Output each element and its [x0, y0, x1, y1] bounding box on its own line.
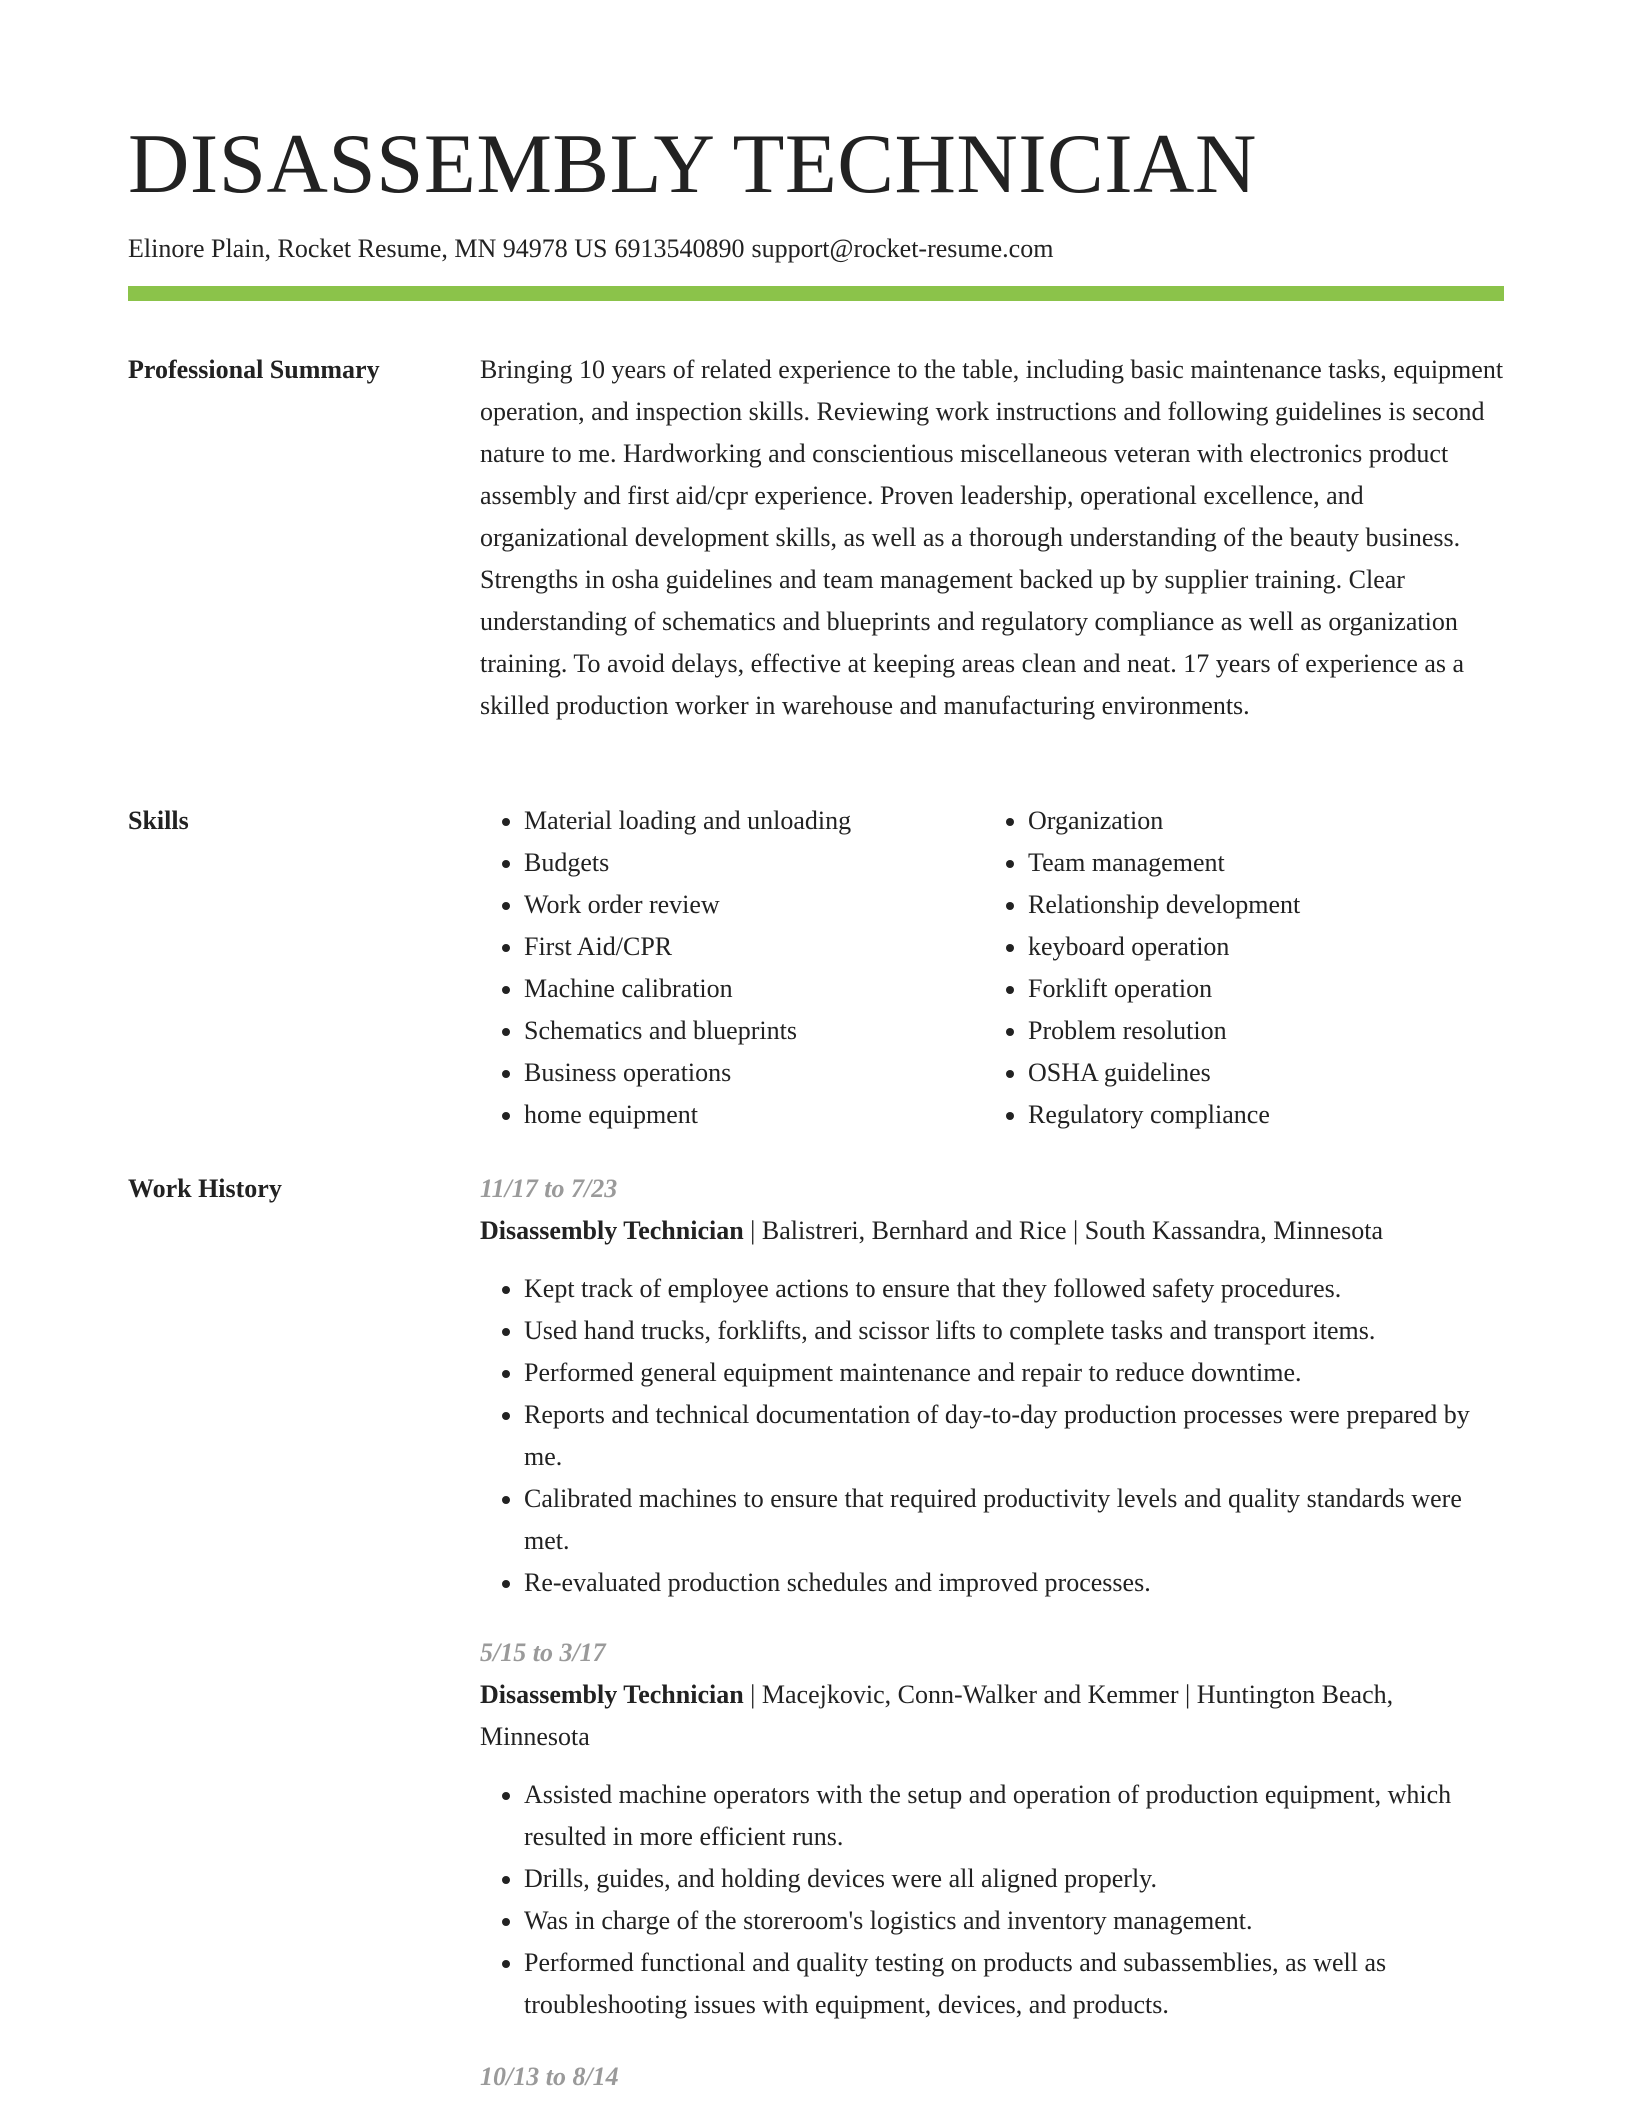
- job-dates: 10/13 to 8/14: [480, 2062, 619, 2091]
- summary-text: Bringing 10 years of related experience to the table, including basic maintenance tasks, equipment operation, and inspection skills. Reviewing work instructions and following guidelines is second nature to me. Hardworking and conscientious miscellaneous veteran with electronics product assembly and first aid/cpr experience. Proven leadership, operational excellence, and organizational development skills, as well as a thorough understanding of the beauty business. Strengths in osha guidelines and team management backed up by supplier training. Clear understanding of schematics and blueprints and regulatory compliance as well as organization training. To avoid delays, effective at keeping areas clean and neat. 17 years of experience as a skilled production worker in warehouse and manufacturing environments.: [480, 355, 1504, 720]
- job-bullet: • Kept track of employee actions to ensure that they followed safety procedures.: [524, 1268, 1504, 1310]
- job-bullet: • Assisted machine operators with the setup and operation of production equipment, which resulted in more efficient runs.: [524, 1774, 1504, 1858]
- skill-item: • Schematics and blueprints: [524, 1010, 960, 1052]
- work-history-body: [480, 1168, 1504, 2108]
- contact-email: support@rocket-resume.com: [751, 234, 1054, 263]
- job-entry: [480, 1632, 1504, 2026]
- skill-item: • Organization: [1028, 800, 1464, 842]
- job-title: Disassembly Technician: [480, 1680, 744, 1709]
- skill-item: • Material loading and unloading: [524, 800, 960, 842]
- job-entry: [480, 1168, 1504, 1604]
- skill-item: • Problem resolution: [1028, 1010, 1464, 1052]
- job-entry: [480, 2056, 1504, 2098]
- skill-item: • Work order review: [524, 884, 960, 926]
- skill-item: • home equipment: [524, 1094, 960, 1136]
- skills-column-left: [480, 800, 960, 1136]
- skill-item: • keyboard operation: [1028, 926, 1464, 968]
- job-bullet: • Performed functional and quality testing on products and subassemblies, as well as troubleshooting issues with equipment, devices, and products.: [524, 1942, 1504, 2026]
- job-details: | Balistreri, Bernhard and Rice | South Kassandra, Minnesota: [743, 1216, 1383, 1245]
- skill-item: • Regulatory compliance: [1028, 1094, 1464, 1136]
- contact-line: [128, 233, 1053, 265]
- skills-heading: Skills: [128, 806, 189, 835]
- skill-item: • Relationship development: [1028, 884, 1464, 926]
- job-header: [480, 1674, 1504, 1758]
- job-dates: 5/15 to 3/17: [480, 1638, 606, 1667]
- skill-item: • OSHA guidelines: [1028, 1052, 1464, 1094]
- summary-section: [128, 349, 1504, 769]
- job-bullet: • Calibrated machines to ensure that required productivity levels and quality standards were met.: [524, 1478, 1504, 1562]
- job-bullets: [480, 1268, 1504, 1604]
- job-details: | Macejkovic, Conn-Walker and Kemmer | Huntington Beach, Minnesota: [480, 1680, 1394, 1751]
- job-bullet: • Performed general equipment maintenance and repair to reduce downtime.: [524, 1352, 1504, 1394]
- work-history-heading: Work History: [128, 1174, 282, 1203]
- job-bullet: • Re-evaluated production schedules and improved processes.: [524, 1562, 1504, 1604]
- job-bullet: • Used hand trucks, forklifts, and scissor lifts to complete tasks and transport items.: [524, 1310, 1504, 1352]
- job-header: [480, 1210, 1504, 1252]
- summary-body: [480, 349, 1504, 727]
- skills-section: [128, 800, 1504, 1140]
- contact-phone: 6913540890: [614, 234, 745, 263]
- job-bullets: [480, 1774, 1504, 2026]
- summary-heading: Professional Summary: [128, 355, 380, 384]
- job-title: Disassembly Technician: [480, 1216, 744, 1245]
- job-bullet: • Drills, guides, and holding devices were all aligned properly.: [524, 1858, 1504, 1900]
- skill-item: • Budgets: [524, 842, 960, 884]
- skill-item: • Team management: [1028, 842, 1464, 884]
- skill-item: • First Aid/CPR: [524, 926, 960, 968]
- skill-item: • Machine calibration: [524, 968, 960, 1010]
- work-history-section: [128, 1168, 1504, 2108]
- contact-address: Elinore Plain, Rocket Resume, MN 94978 US: [128, 234, 608, 263]
- job-bullet: • Was in charge of the storeroom's logistics and inventory management.: [524, 1900, 1504, 1942]
- skill-item: • Forklift operation: [1028, 968, 1464, 1010]
- header-divider: [128, 286, 1504, 301]
- resume-name: DISASSEMBLY TECHNICIAN: [128, 117, 1257, 211]
- skills-column-right: [984, 800, 1464, 1136]
- job-bullet: • Reports and technical documentation of day-to-day production processes were prepared by me.: [524, 1394, 1504, 1478]
- skill-item: • Business operations: [524, 1052, 960, 1094]
- job-dates: 11/17 to 7/23: [480, 1174, 618, 1203]
